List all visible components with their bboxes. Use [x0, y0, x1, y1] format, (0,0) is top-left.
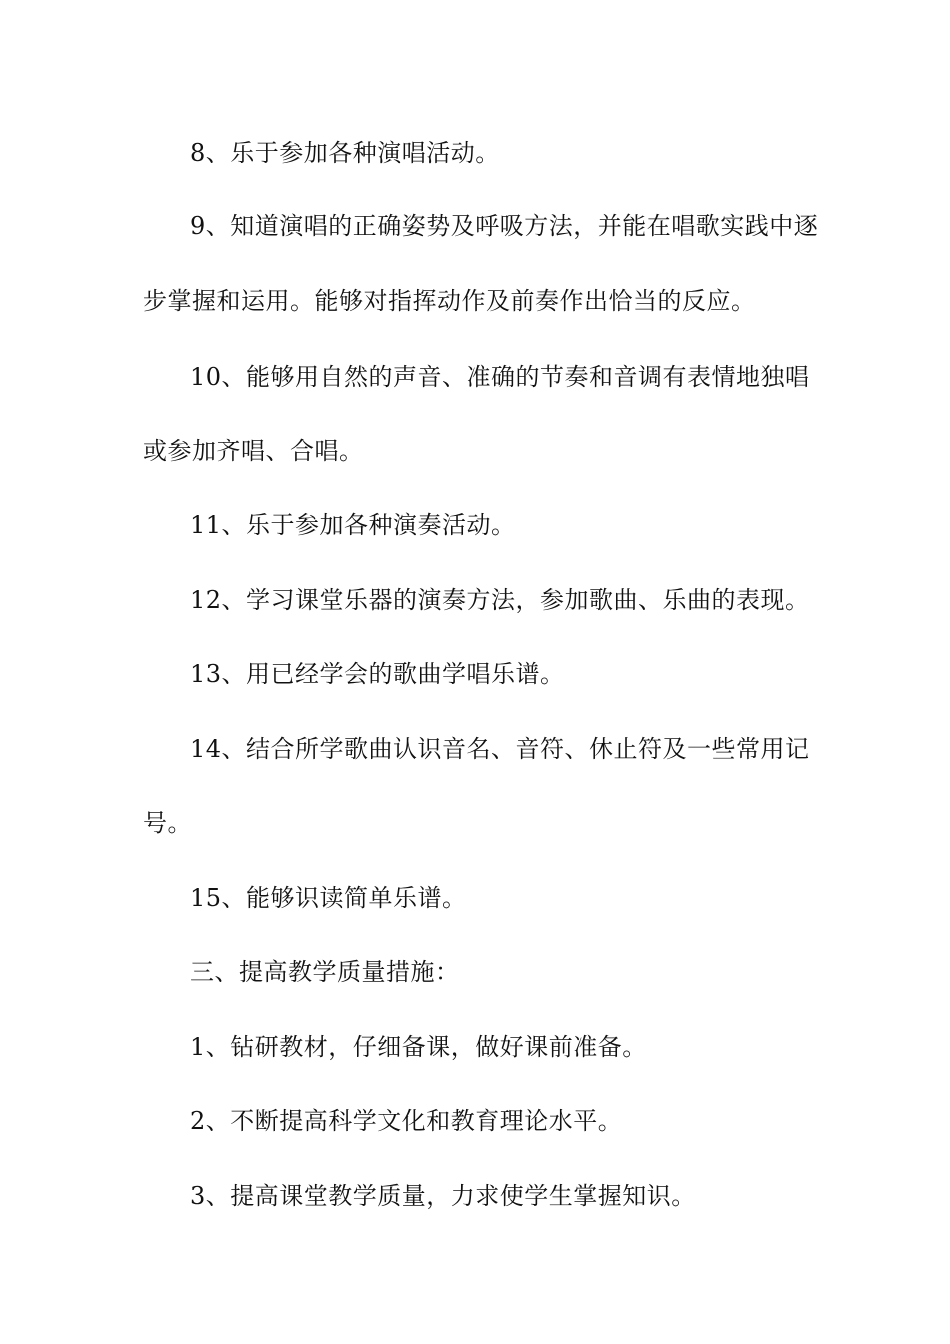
- section-heading-measures: 三、提高教学质量措施：: [190, 958, 460, 986]
- text-line-item-9: 9、知道演唱的正确姿势及呼吸方法，并能在唱歌实践中逐: [190, 212, 819, 240]
- text-line-item-11: 11、乐于参加各种演奏活动。: [190, 511, 516, 539]
- text-line-measure-2: 2、不断提高科学文化和教育理论水平。: [190, 1107, 623, 1135]
- text-line-item-15: 15、能够识读简单乐谱。: [190, 884, 467, 912]
- text-line-measure-3: 3、提高课堂教学质量，力求使学生掌握知识。: [190, 1182, 696, 1210]
- text-line-item-8: 8、乐于参加各种演唱活动。: [190, 139, 500, 167]
- text-line-item-10: 10、能够用自然的声音、准确的节奏和音调有表情地独唱: [190, 363, 810, 391]
- text-line-item-9-cont: 步掌握和运用。能够对指挥动作及前奏作出恰当的反应。: [143, 287, 756, 315]
- text-line-measure-1: 1、钻研教材，仔细备课，做好课前准备。: [190, 1033, 647, 1061]
- text-line-item-14: 14、结合所学歌曲认识音名、音符、休止符及一些常用记: [190, 735, 810, 763]
- text-line-item-13: 13、用已经学会的歌曲学唱乐谱。: [190, 660, 565, 688]
- text-line-item-12: 12、学习课堂乐器的演奏方法，参加歌曲、乐曲的表现。: [190, 586, 810, 614]
- text-line-item-14-cont: 号。: [143, 809, 192, 837]
- text-line-item-10-cont: 或参加齐唱、合唱。: [143, 437, 364, 465]
